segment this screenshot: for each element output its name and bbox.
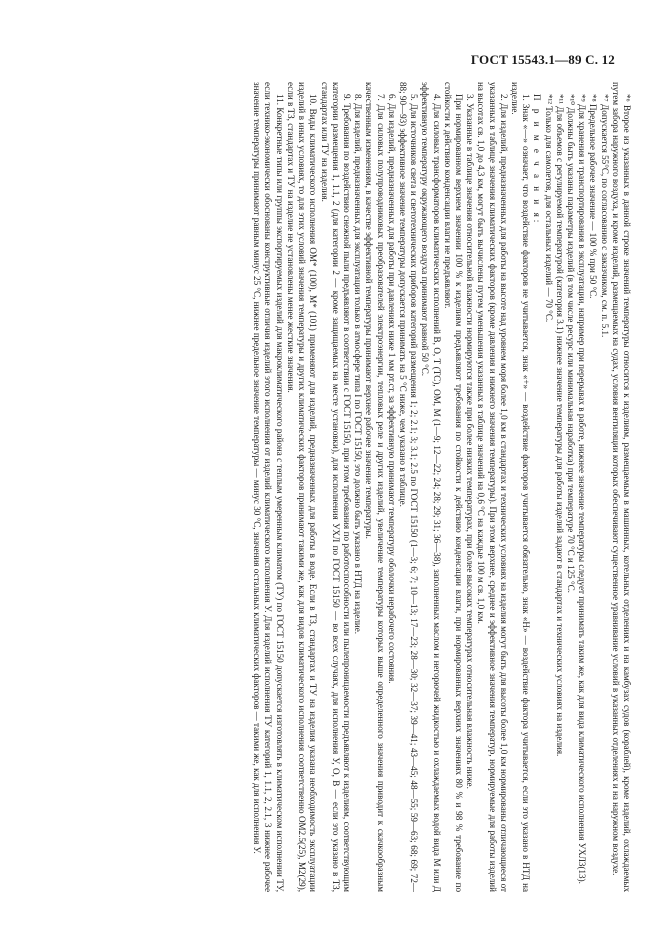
note-1: 1. Знак «—» означает, что воздействие факторов не учитывается, знак «+» — воздействие факторов учитывается обязательно, знак «Н» — воздействие фактора учитывается, если это указано в НТД на изделие. — [509, 82, 532, 892]
note-9: 9. Требования по воздействию снежной пыли предъявляют в соответствии с ГОСТ 15150, при этом требования по работоспособности или пылепроницаемости предъявляют к изделиям, соответствующим категории размещения 1, 1.1, 2 (для категории 2 — кроме защищаемых на месте установки), для исполнения УХЛ по ГОСТ 15150 — во всех случаях, для исполнения У, О, В — если это указано в ТЗ, стандартах или ТУ на изделия. — [319, 82, 352, 892]
note-4: 4. Для силовых трансформаторов климатических исполнений В, О, Т (ТС), ОМ, М (1—9; 12—22; 24; 28; 29; 31; 36—38), заполненных маслом и негорючей жидкостью и охлаждаемых водой вида М или Д эффективную температуру окружающего воздуха принимают равной 50 °С. — [420, 82, 442, 892]
note-5: 5. Для источников света и светотехнических приборов категорий размещения 1; 2; 2.1; 3; 3.1; 2.5 по ГОСТ 15150 (1—3; 6; 7; 10—13; 17—23; 28—30; 32—37; 39—41; 43—45; 48—55; 59—63; 68; 69; 72—88; 90—93) эффективное значение температуры допускается принимать на 5 °С ниже, чем указано в таблице. — [397, 82, 420, 892]
page-header: ГОСТ 15543.1—89 С. 12 — [470, 52, 615, 67]
footnote-7: *⁷ Допускается 55°С, по согласованию с заказчиком, см. п. 5.1. — [599, 94, 610, 338]
footnote-6: *⁶ Второе из указанных в данной строке значений температуры относится к изделиям, размещаемым в машинных, котельных отделениях и на камбузах судов (кораблей), кроме изделий, охлаждаемых путем забора наружного воздуха, и кроме изделий, размещаемых на судах, условия вентиляции которых обеспечивают существенное уравнивание условий в указанных отделениях и на наружном воздухе. — [610, 82, 632, 892]
note-11: 11. Конкретные типы или группы экспортируемых изделий для макроклиматического района с теплым умеренным климатом (ТУ) по ГОСТ 15150 допускается изготовлять в климатическом исполнении ТУ, если технико-экономически обоснованы конструктивные отличия изделий этого исполнения от изделий климатического исполнения У. Для изделий исполнения ТУ категорий 1, 1.1, 2, 2.1, 3 нижнее рабочее значение температуры принимают равным минус 25 °С, нижнее предельное значение температуры — минус 30 °С, значения остальных климатических факторов — такими же, как для исполнения У. — [252, 82, 285, 892]
note-3-continued: При нормированном верхнем значении 100 % к изделиям предъявляют требования по стойкости к действию конденсации влаги, при нормированных верхних значениях 80 % и 98 % требование по стойкости к действию конденсации влаги не предъявляют. — [442, 82, 464, 892]
footnote-11: *¹¹ Для объемов с регулируемой температурой (категория 3.1) нижнее значение температуры для работы изделий задают в стандартах и технических условиях на изделия. — [554, 94, 565, 757]
footnote-9: *⁹ Для хранения и транспортирования в эксплуатации, например при перерывах в работе, нижнее значение температуры следует принимать таким же, как для вида климатического исполнения УХЛ3(13). — [577, 94, 588, 884]
rotated-text-block — [72, 82, 632, 892]
note-2: 2. Для изделий, предназначенных для работы на высоте над уровнем моря более 1,0 км в стандартах и технических условиях на изделия могут быть для высоты более 1,0 км нормированы отличающиеся от указанных в таблице значения климатических факторов (кроме давления и нижнего значения температуры). При этом верхнее, среднее и эффективное значения температур, нормируемые для работы изделий на высотах св. 1,0 до 4,3 км, могут быть вычислены путем уменьшения указанных в таблице значений на 0,6 °С на каждые 100 м св. 1,0 км. — [476, 82, 509, 892]
note-10: 10. Виды климатического исполнения ОМ* (100), М* (101) применяют для изделий, предназначенных для работы в воде. Если в ТЗ, стандартах и ТУ на изделия указана необходимость эксплуатации изделий в иных условиях, то для этих условий значения температуры и других климатических факторов принимают такими же, как для видов климатического исполнения соответственно ОМ2.5(25), М2(29), если в ТЗ, стандартах и ТУ на изделие не установлены менее жесткие значения. — [285, 82, 319, 892]
footnotes — [542, 82, 632, 892]
notes — [251, 82, 531, 892]
footnote-10: *¹⁰ Должны быть указаны параметры изделий (в том числе ресурс или минимальная наработка) при температуре 70 °С и 125 °С. — [565, 94, 576, 593]
footnote-8: *⁸ Предельное рабочее значение — 100 % при 50 °С. — [588, 94, 599, 299]
note-6: 6. Для изделий, предназначенных для работы при давлениях ниже 1 мм рт.ст, за эффективную принимают температуру оболочки нерабочего состояния. — [386, 94, 397, 684]
note-8: 8. Для изделий, предназначенных для эксплуатации только в атмосфере типа I по ГОСТ 15150, это должно быть указано в НТД на изделие. — [353, 94, 364, 635]
footnote-12: *¹² Только для самолетов, для остальных изделий — 70 °С. — [543, 94, 554, 323]
notes-heading: П р и м е ч а н и я: — [532, 94, 543, 226]
note-7: 7. Для силовых полупроводниковых преобразователей электроэнергии, тепловых реле и других изделий, увеличение температуры которых выше определенного значения приводит к скачкообразным качественным изменениям, в качестве эффективной температуры принимают верхнее рабочее значение температуры. — [364, 82, 386, 892]
note-3: 3. Указанные в таблице значения относительной влажности нормируются также при более низких температурах, при более высоких температурах относительная влажность ниже. — [465, 94, 476, 789]
